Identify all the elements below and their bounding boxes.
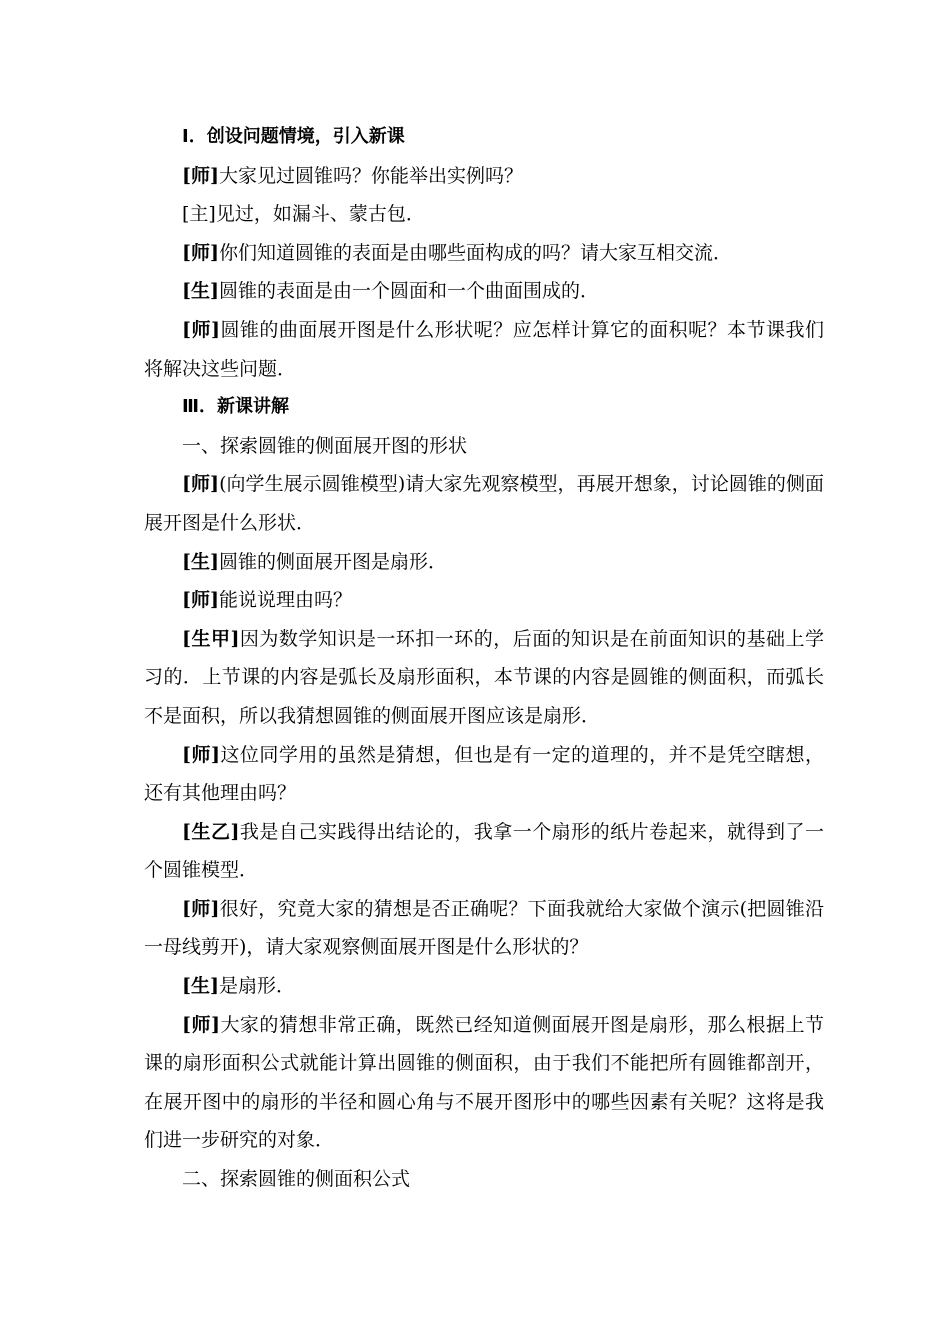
dialogue-text: 你们知道圆锥的表面是由哪些面构成的吗？请大家互相交流． [218,241,732,264]
dialogue-text: 是扇形． [218,975,295,998]
dialogue-text: 这位同学用的虽然是猜想，但也是有一定的道理的，并不是凭空瞎想，还有其他理由吗？ [144,743,824,805]
speaker-tag: [师] [182,473,220,496]
dialogue-text: 因为数学知识是一环扣一环的，后面的知识是在前面知识的基础上学习的．上节课的内容是弧长及扇形面积，本节课的内容是圆锥的侧面积，而弧长不是面积，所以我猜想圆锥的侧面展开图应该是扇形． [144,627,824,727]
dialogue-text: 大家见过圆锥吗？你能举出实例吗？ [218,164,523,187]
section-heading: Ⅰ．创设问题情境，引入新课 [182,126,405,147]
subsection-heading: 二、探索圆锥的侧面积公式 [182,1168,411,1191]
speaker-tag: [生乙] [182,820,240,843]
dialogue-paragraph [144,620,824,736]
speaker-tag: [主] [182,203,216,226]
subsection-heading: 一、探索圆锥的侧面展开图的形状 [182,434,468,457]
dialogue-text: 见过，如漏斗、蒙古包． [215,203,425,226]
speaker-tag: [生] [182,550,219,573]
dialogue-paragraph [144,311,824,388]
dialogue-text: 大家的猜想非常正确，既然已经知道侧面展开图是扇形，那么根据上节课的扇形面积公式就能计算出圆锥的侧面积，由于我们不能把所有圆锥都剖开，在展开图中的扇形的半径和圆心角与不展开图形中的哪些因素有关呢？这将是我们进一步研究的对象． [144,1013,824,1152]
speaker-tag: [生] [182,975,219,998]
section-heading: Ⅲ．新课讲解 [182,396,290,418]
dialogue-paragraph [144,813,824,890]
dialogue-paragraph [144,234,824,273]
dialogue-paragraph [144,465,824,542]
dialogue-text: 圆锥的曲面展开图是什么形状呢？应怎样计算它的面积呢？本节课我们将解决这些问题． [144,318,824,380]
speaker-tag: [生甲] [182,627,240,650]
speaker-tag: [师] [182,743,220,766]
dialogue-text: 圆锥的表面是由一个圆面和一个曲面围成的． [218,280,599,303]
dialogue-paragraph [144,543,824,582]
dialogue-text: 能说说理由吗？ [218,589,352,612]
dialogue-paragraph [144,1006,824,1160]
speaker-tag: [师] [182,318,220,341]
dialogue-paragraph [144,195,824,234]
speaker-tag: [师] [182,589,219,612]
dialogue-paragraph [144,157,824,196]
speaker-tag: [师] [182,164,219,187]
dialogue-text: (向学生展示圆锥模型)请大家先观察模型，再展开想象，讨论圆锥的侧面展开图是什么形状． [144,473,825,534]
dialogue-paragraph [144,581,824,620]
speaker-tag: [生] [182,280,219,303]
speaker-tag: [师] [182,241,219,264]
speaker-tag: [师] [182,897,220,920]
dialogue-paragraph [144,736,824,813]
dialogue-paragraph [144,272,824,311]
speaker-tag: [师] [182,1013,220,1036]
dialogue-paragraph [144,967,824,1006]
dialogue-text: 圆锥的侧面展开图是扇形． [218,550,447,573]
document-body [144,118,824,1199]
dialogue-text: 我是自己实践得出结论的，我拿一个扇形的纸片卷起来，就得到了一个圆锥模型． [144,820,824,882]
dialogue-text: 很好，究竟大家的猜想是否正确呢？下面我就给大家做个演示(把圆锥沿一母线剪开)，请大家观察侧面展开图是什么形状的？ [144,897,825,959]
dialogue-paragraph [144,890,824,967]
